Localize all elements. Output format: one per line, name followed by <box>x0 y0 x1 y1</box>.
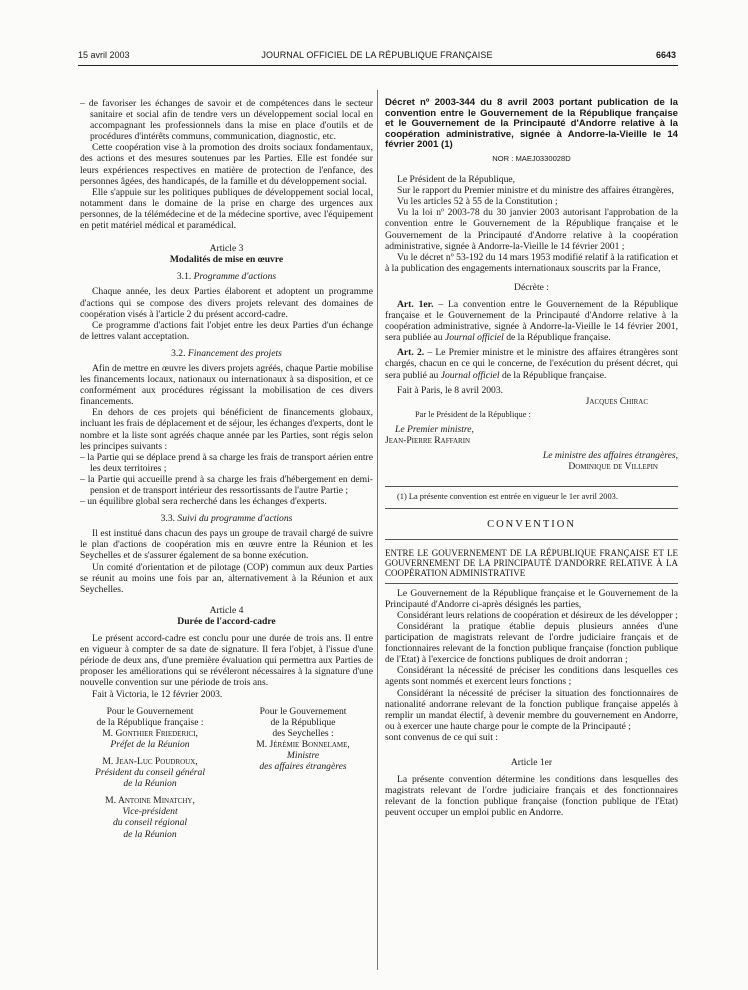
paragraph: Le Président de la République, <box>397 174 516 186</box>
signatory-line: Pour le Gouvernement <box>259 705 347 717</box>
paragraph: Le présent accord-cadre est conclu pour une durée de trois ans. Il entre en vigueur à compter de sa date de signature. Il fera l'objet, à l'issue d'une période de deux ans, d'une première évaluation qui permettra aux Parties de proposer les améliorations qui se révéleront nécessaires à la signature d'une nouvelle convention sur une période de trois ans. <box>80 633 373 689</box>
divider <box>385 583 678 584</box>
paragraph: Vu la loi nº 2003-78 du 30 janvier 2003 autorisant l'approbation de la convention entre le Gouvernement de la République française et le Gouvernement de la Principauté d'Andorre relative à la coopération administrative, signée à Andorre-la-Vieille le 14 février 2001 ; <box>385 207 678 252</box>
signatory-name: M. Jean-Luc Poudroux, <box>102 755 198 767</box>
signatory-title: de la Réunion <box>123 778 177 790</box>
signatory-line: Pour le Gouvernement <box>106 705 194 717</box>
article-label: Art. 1er. <box>397 299 434 310</box>
header-rule <box>78 65 678 66</box>
convention-title: ENTRE LE GOUVERNEMENT DE LA RÉPUBLIQUE FRANÇAISE ET LE GOUVERNEMENT DE LA PRINCIPAUTÉ D'ANDORRE RELATIVE À LA COOPÉRATION ADMINISTRATIVE <box>385 547 678 579</box>
signatory-title: du conseil régional <box>112 817 188 829</box>
article-text: – Le Premier ministre et le ministre des affaires étrangères sont chargés, chacun en ce qui le concerne, de l'exécution du présent décret, qui sera publié au <box>385 347 679 381</box>
paragraph: Considérant la pratique établie depuis plusieurs années d'une participation de magistrats relevant de l'ordre judiciaire français et de fonctionnaires relevant de la fonction publique française (fonction publique de l'Etat) à l'exercice de fonctions publiques de droit andorran ; <box>385 621 678 666</box>
paragraph: Afin de mettre en œuvre les divers projets agréés, chaque Partie mobilise les financements locaux, nationaux ou internationaux à sa disposition, et ce conformément aux procédures régissant la mobilisation de ces divers financements. <box>80 362 373 408</box>
section-title: Financement des projets <box>187 347 282 359</box>
paragraph: sont convenus de ce qui suit : <box>385 731 498 743</box>
minister-title: Le ministre des affaires étrangères, <box>542 450 678 462</box>
bullet-paragraph: – la Partie qui accueille prend à sa charge les frais d'hébergement en demi-pension et de transport intérieur des ressortissants de l'autre Partie ; <box>80 473 373 496</box>
paragraph: La présente convention détermine les conditions dans lesquelles des magistrats relevant de l'ordre judiciaire français et des fonctionnaires relevant de la fonction publique française (fonction publique de l'Etat) peuvent occuper un emploi public en Andorre. <box>385 774 678 819</box>
journal-title: JOURNAL OFFICIEL DE LA RÉPUBLIQUE FRANÇAISE <box>261 50 493 60</box>
paragraph: Considérant leurs relations de coopération et désireux de les développer ; <box>397 609 678 621</box>
article-text: de la République française. <box>503 332 611 344</box>
divider <box>385 539 678 540</box>
signing-place-date: Fait à Paris, le 8 avril 2003. <box>397 384 504 396</box>
article-heading: Article 4 <box>209 604 244 616</box>
journal-reference: Journal officiel <box>444 332 504 344</box>
section-title: Programme d'actions <box>193 271 277 283</box>
paragraph: Elle s'appuie sur les politiques publiques de développement social local, notamment dans le domaine de la prise en charge des urgences aux personnes, de la télémédecine et de la médecine sportive, avec l'équipement en petit matériel médical et paramédical. <box>80 186 373 232</box>
left-column <box>80 98 373 840</box>
pm-name: Jean-Pierre Raffarin <box>385 435 471 447</box>
signatory-line: des Seychelles : <box>272 727 334 739</box>
section-number: 3.2. <box>171 347 186 359</box>
paragraph: Sur le rapport du Premier ministre et du ministre des affaires étrangères, <box>397 185 674 197</box>
pm-title: Le Premier ministre, <box>395 423 474 435</box>
paragraph: Considérant la nécessité de préciser les conditions dans lesquelles ces agents sont nommés et exercent leurs fonctions ; <box>385 665 678 688</box>
bullet-paragraph: – un équilibre global sera recherché dans les échanges d'experts. <box>80 496 327 508</box>
column-divider <box>377 90 378 970</box>
paragraph: Cette coopération vise à la promotion des droits sociaux fondamentaux, des actions et des mesures soutenues par les Parties. Elle est fondée sur leurs expériences respectives en matière de protection de l'enfance, des personnes âgées, des handicapés, de la famille et du développement social. <box>80 142 373 187</box>
signatures <box>80 706 373 840</box>
section-title: Suivi du programme d'actions <box>177 513 293 525</box>
issue-date: 15 avril 2003 <box>78 50 130 60</box>
signatory-title: des affaires étrangères <box>259 761 347 773</box>
article-text: de la République française. <box>499 369 607 381</box>
paragraph: Considérant la nécessité de préciser la situation des fonctionnaires de nationalité andorrane relevant de la fonction publique française appelés à remplir un mandat électif, à devenir membre du gouvernement en Andorre, ou à exercer une haute charge pour le compte de la Principauté ; <box>385 687 678 732</box>
signing-place-date: Fait à Victoria, le 12 février 2003. <box>92 688 223 700</box>
decree-title: Décret nº 2003-344 du 8 avril 2003 portant publication de la convention entre le Gouvernement de la République française et le Gouvernement de la Principauté d'Andorre relative à la coopération administrative, signée à Andorre-la-Vieille le 14 février 2001 (1) <box>385 97 678 151</box>
paragraph: Ce programme d'actions fait l'objet entre les deux Parties d'un échange de lettres valant acceptation. <box>80 319 373 342</box>
bullet-paragraph: – de favoriser les échanges de savoir et de compétences dans le secteur sanitaire et social afin de tendre vers un développement social local en accompagnant les professionnels dans la mise en place d'outils et de procédures d'intérêts communs, communication, diagnostic, etc. <box>80 98 373 143</box>
section-heading <box>80 271 373 282</box>
paragraph: Il est institué dans chacun des pays un groupe de travail chargé de suivre le plan d'actions de coopération mis en œuvre entre la Réunion et les Seychelles et de s'assurer également de sa bonne exécution. <box>80 528 373 562</box>
decrete-heading: Décrète : <box>514 281 549 293</box>
article-1-paragraph <box>385 299 678 343</box>
signatory-title: Préfet de la Réunion <box>110 738 190 750</box>
by-the-president: Par le Président de la République : <box>415 409 531 419</box>
signatory-name: M. Jérémie Bonnelame, <box>256 738 350 750</box>
paragraph: Chaque année, les deux Parties élaborent et adoptent un programme d'actions qui se compose des divers projets relevant des domaines de coopération visés à l'article 2 du présent accord-cadre. <box>80 286 373 320</box>
bullet-paragraph: – la Partie qui se déplace prend à sa charge les frais de transport aérien entre les deux territoires ; <box>80 451 373 474</box>
nor-reference: NOR : MAEJ0330028D <box>492 153 571 163</box>
section-number: 3.3. <box>160 513 176 525</box>
signatory-title: de la Réunion <box>123 828 177 840</box>
signatory-line: de la République française : <box>96 716 204 728</box>
article-text: – La convention entre le Gouvernement de la République française et le Gouvernement de la Principauté d'Andorre relative à la coopération administrative, signée à Andorre-la-Vieille le 14 février 2001, sera publiée au <box>385 299 678 344</box>
signatory-title: Président du conseil général <box>94 767 206 779</box>
signatory-line: de la République <box>270 716 336 728</box>
paragraph: Vu les articles 52 à 55 de la Constitution ; <box>397 196 558 208</box>
paragraph: En dehors de ces projets qui bénéficient de financements globaux, incluant les frais de déplacement et de séjour, les échanges d'experts, dont le nombre et la liste sont agréés chaque année par les Parties, sont régis selon les principes suivants : <box>80 407 373 452</box>
section-heading <box>80 348 373 359</box>
signatory-block-france <box>80 706 220 840</box>
article-heading: Article 3 <box>209 243 244 255</box>
minister-name: Dominique de Villepin <box>568 461 658 473</box>
signatory-title: Ministre <box>286 749 320 761</box>
footnote-rule <box>385 508 678 509</box>
page-number: 6643 <box>655 50 676 60</box>
article-title: Durée de l'accord-cadre <box>177 615 276 627</box>
article-label: Art. 2. <box>397 347 425 359</box>
signatory-title: Vice-président <box>122 806 178 818</box>
signatory-name: M. Gonthier Friederici, <box>102 727 198 739</box>
signatory-block-seychelles <box>233 706 373 840</box>
journal-reference: Journal officiel <box>440 369 500 381</box>
president-name: Jacques Chirac <box>585 395 648 407</box>
section-heading <box>80 513 373 524</box>
paragraph: Vu le décret nº 53-192 du 14 mars 1953 modifié relatif à la ratification et à la publication des engagements internationaux souscrits par la France, <box>385 251 678 274</box>
paragraph: Le Gouvernement de la République française et le Gouvernement de la Principauté d'Andorre ci-après désignés les parties, <box>385 587 678 610</box>
right-column <box>385 98 678 819</box>
running-header <box>78 50 676 64</box>
footnote: (1) La présente convention est entrée en vigueur le 1er avril 2003. <box>397 492 618 502</box>
article-2-paragraph <box>385 347 678 380</box>
article-title: Modalités de mise en œuvre <box>169 254 284 266</box>
convention-heading: CONVENTION <box>487 519 576 531</box>
paragraph: Un comité d'orientation et de pilotage (COP) commun aux deux Parties se réunit au moins une fois par an, alternativement à la Réunion et aux Seychelles. <box>80 561 373 595</box>
article-heading: Article 1er <box>510 757 553 769</box>
footnote-rule <box>385 486 678 487</box>
section-number: 3.1. <box>176 271 192 283</box>
signatory-name: M. Antoine Minatchy, <box>105 795 195 807</box>
